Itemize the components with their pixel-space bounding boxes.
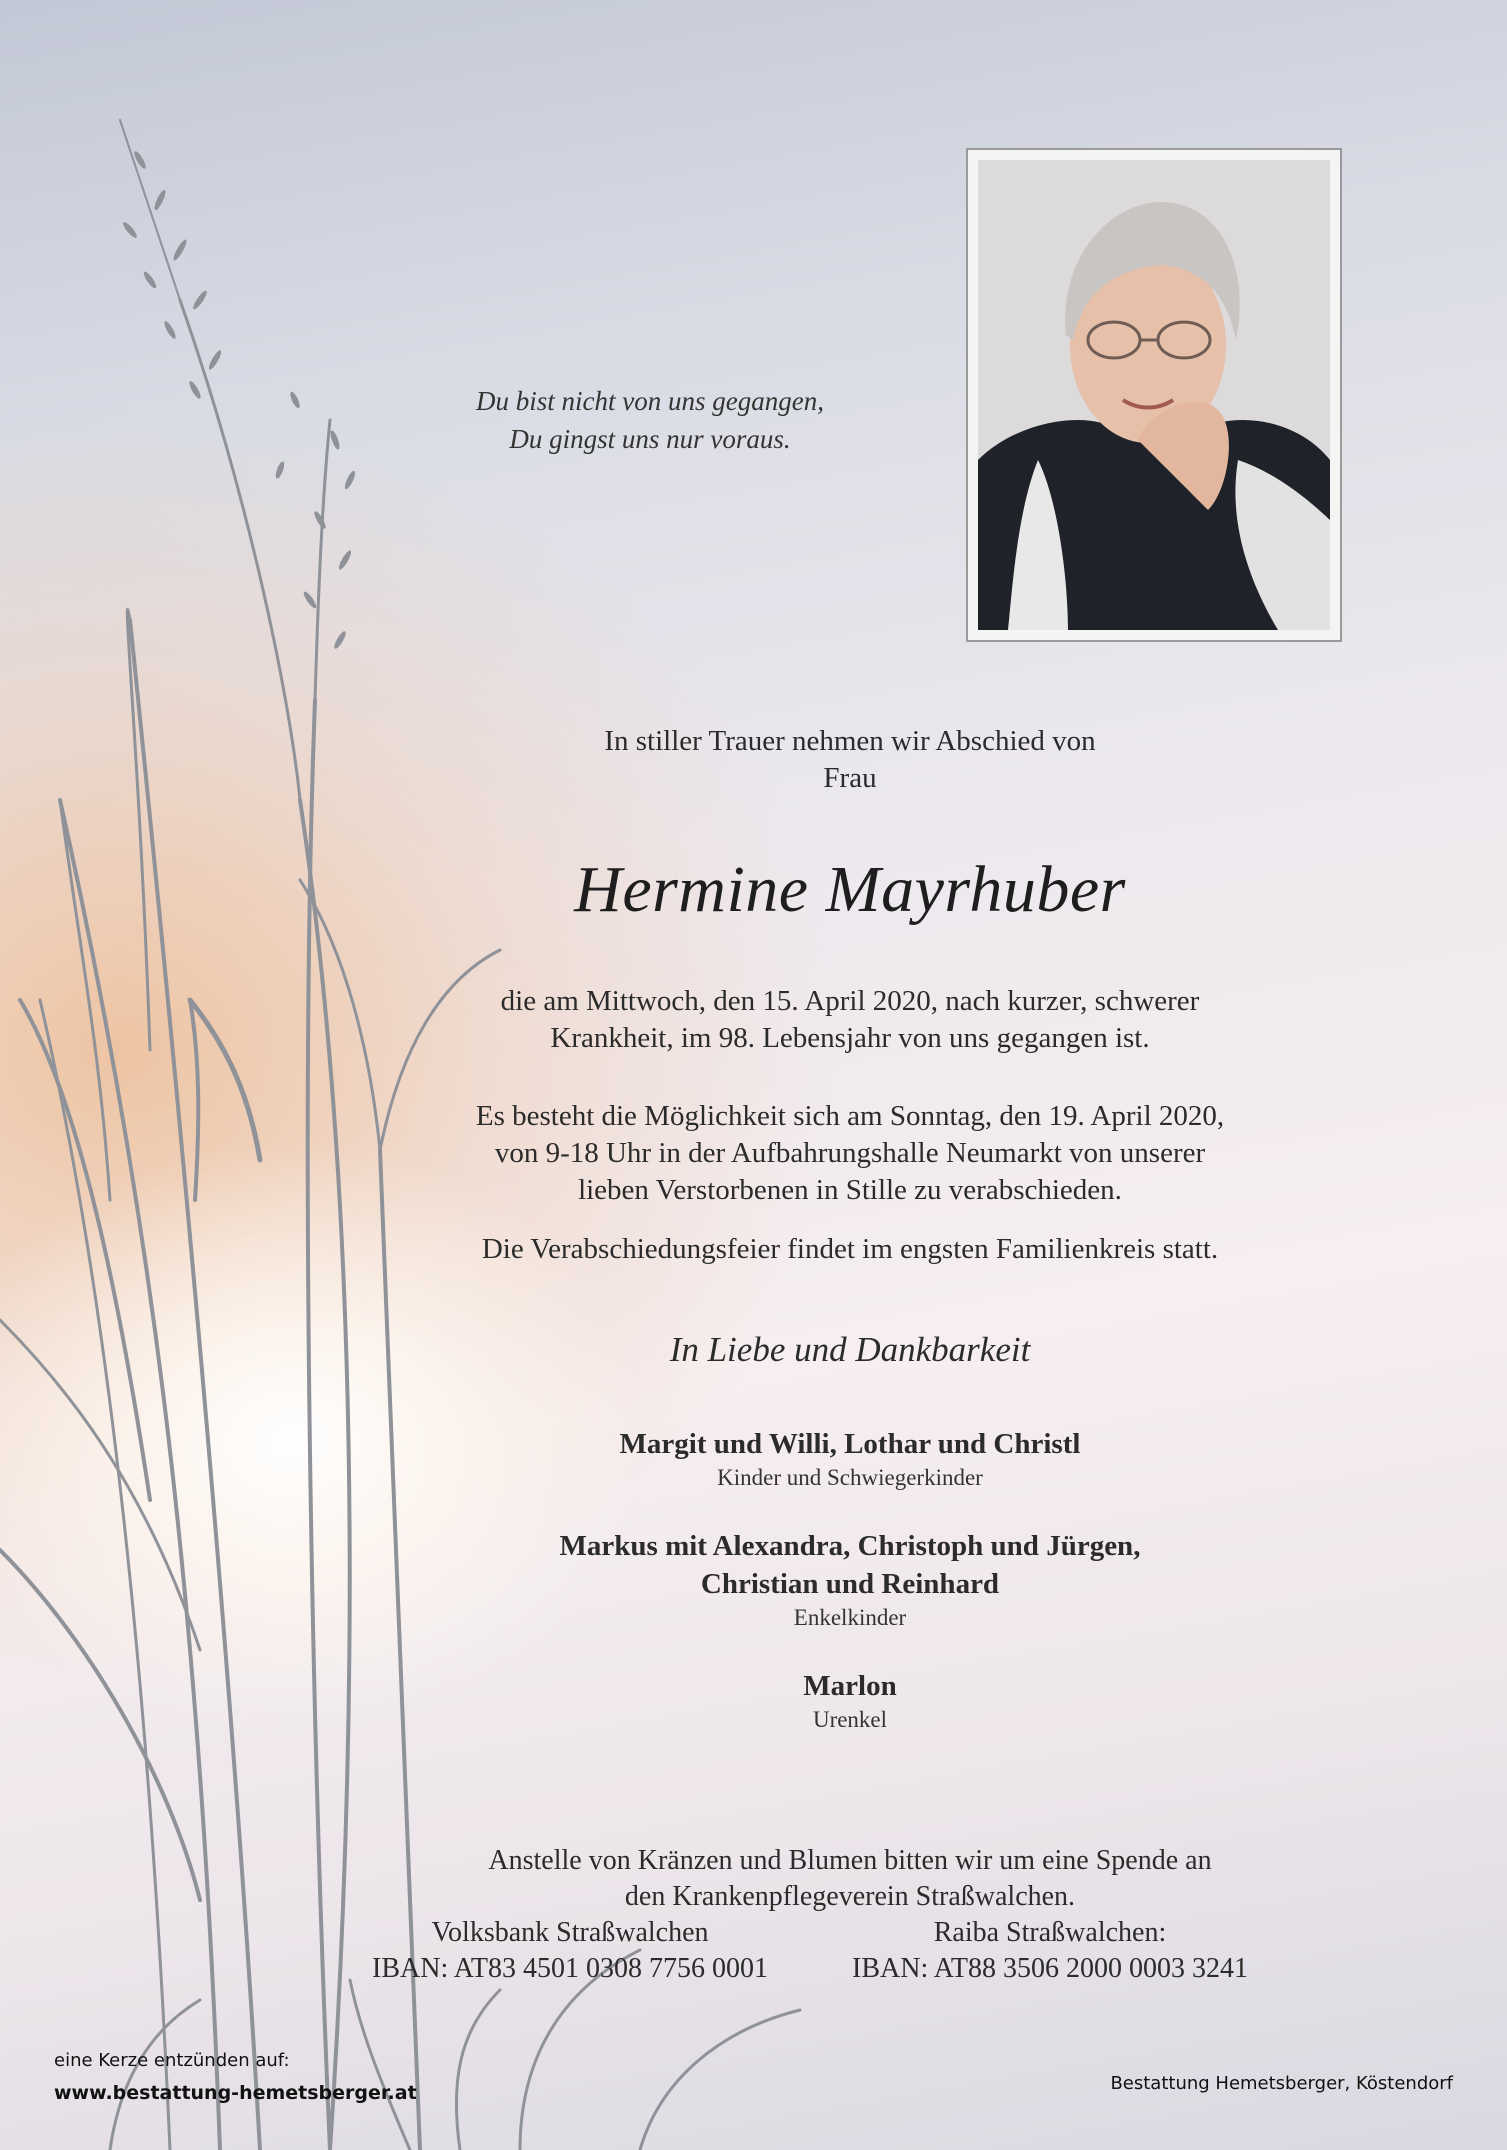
deceased-name: Hermine Mayrhuber [574, 853, 1126, 926]
intro-line-1: In stiller Trauer nehmen wir Abschied von [604, 725, 1096, 757]
donation-line-2: den Krankenpflegeverein Straßwalchen. [624, 1881, 1076, 1912]
intro-text [300, 723, 1400, 797]
candle-link-block [54, 2045, 417, 2109]
candle-text: eine Kerze entzünden auf: [54, 2050, 290, 2071]
family-group-children [300, 1425, 1400, 1493]
portrait-photo [978, 160, 1330, 630]
viewing-info-paragraph [300, 1098, 1400, 1209]
donation-request [300, 1843, 1400, 1915]
bank-name: Raiba Straßwalchen: [933, 1917, 1167, 1948]
bank-iban: IBAN: AT83 4501 0308 7756 0001 [372, 1953, 768, 1984]
undertaker-credit: Bestattung Hemetsberger, Köstendorf [1110, 2073, 1453, 2094]
memorial-quote [360, 382, 940, 458]
quote-line-1: Du bist nicht von uns gegangen, [476, 386, 824, 416]
family-group-great-grandchildren [300, 1667, 1400, 1735]
thanks-heading: In Liebe und Dankbarkeit [669, 1330, 1031, 1369]
family-names: Marlon [803, 1670, 897, 1702]
family-role: Kinder und Schwiegerkinder [717, 1465, 983, 1490]
portrait-photo-frame [966, 148, 1342, 642]
paragraph-line: die am Mittwoch, den 15. April 2020, nach kurzer, schwerer [500, 985, 1200, 1017]
paragraph-line: von 9-18 Uhr in der Aufbahrungshalle Neumarkt von unserer [494, 1137, 1206, 1169]
family-group-grandchildren [300, 1527, 1400, 1633]
paragraph-line: Krankheit, im 98. Lebensjahr von uns gegangen ist. [550, 1022, 1150, 1054]
family-role: Enkelkinder [793, 1605, 907, 1630]
bank-account-volksbank [335, 1915, 805, 1987]
family-role: Urenkel [812, 1707, 888, 1732]
bank-iban: IBAN: AT88 3506 2000 0003 3241 [852, 1953, 1248, 1984]
ceremony-info: Die Verabschiedungsfeier findet im engsten Familienkreis statt. [481, 1233, 1219, 1265]
family-names: Christian und Reinhard [700, 1568, 1000, 1600]
bank-account-raiba [815, 1915, 1285, 1987]
quote-line-2: Du gingst uns nur voraus. [509, 424, 791, 454]
intro-line-2: Frau [823, 762, 877, 794]
death-notice-paragraph [300, 983, 1400, 1057]
website-link[interactable]: www.bestattung-hemetsberger.at [54, 2082, 417, 2104]
family-names: Markus mit Alexandra, Christoph und Jürgen, [559, 1530, 1141, 1562]
paragraph-line: Es besteht die Möglichkeit sich am Sonntag, den 19. April 2020, [475, 1100, 1225, 1132]
paragraph-line: lieben Verstorbenen in Stille zu verabschieden. [578, 1174, 1122, 1206]
bank-name: Volksbank Straßwalchen [431, 1917, 709, 1948]
family-names: Margit und Willi, Lothar und Christl [619, 1428, 1081, 1460]
donation-line-1: Anstelle von Kränzen und Blumen bitten wir um eine Spende an [488, 1845, 1212, 1876]
